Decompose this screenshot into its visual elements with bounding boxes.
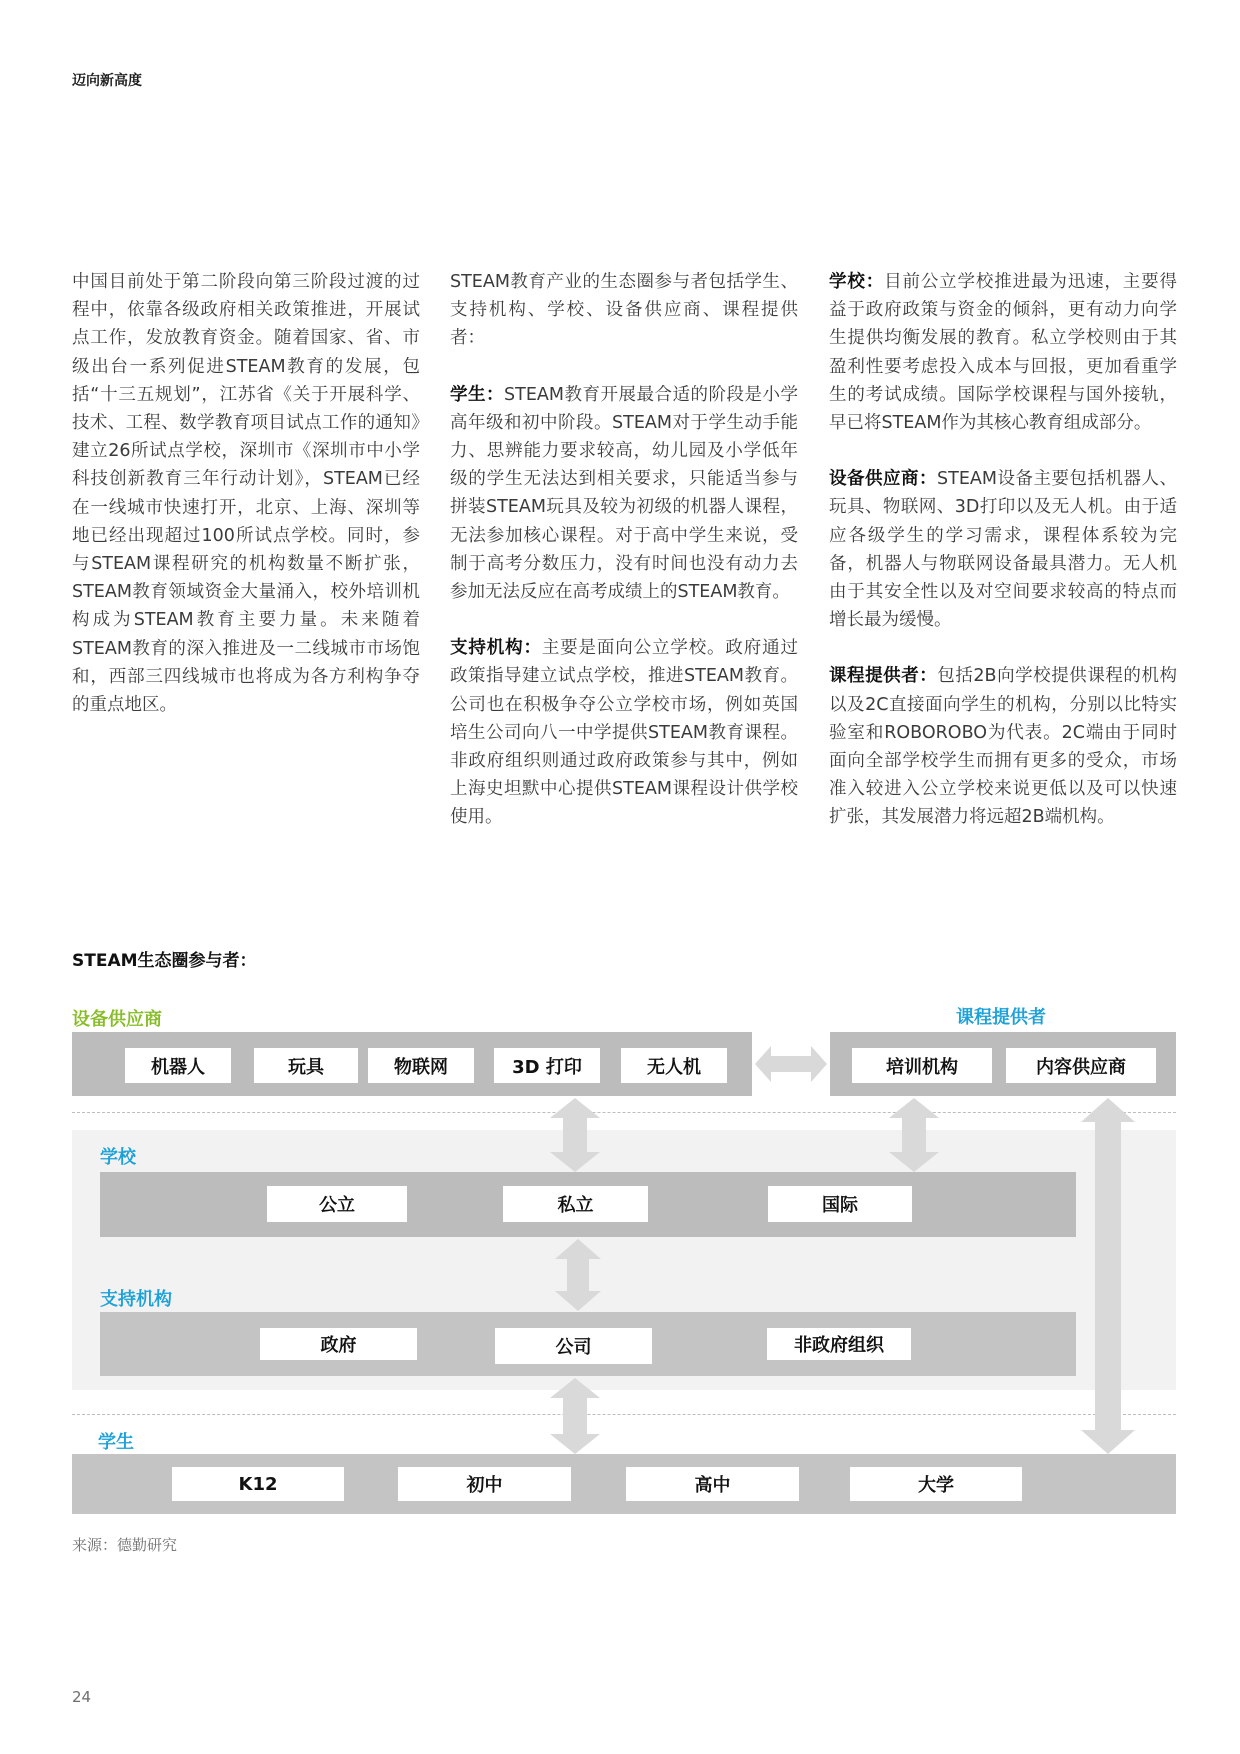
equipment-school-double-arrow-icon	[550, 1098, 600, 1172]
text-column-3	[829, 268, 1177, 860]
separator-top	[72, 1112, 1176, 1113]
student-item-university: 大学	[850, 1467, 1022, 1501]
school-text: 目前公立学校推进最为迅速，主要得益于政府政策与资金的倾斜，更有动力向学生提供均衡发展的教育。私立学校则由于其盈利性要考虑投入成本与回报，更加看重学生的考试成绩。国际学校课程与国外接轨，早已将STEAM作为其核心教育组成部分。	[829, 272, 1178, 434]
support-item-company: 公司	[495, 1328, 652, 1364]
text-column-1	[72, 268, 420, 747]
equipment-course-double-arrow-icon	[755, 1046, 827, 1082]
school-label: 学校	[100, 1147, 136, 1168]
support-paragraph	[450, 634, 798, 831]
equipment-item-robot: 机器人	[125, 1048, 231, 1083]
school-support-double-arrow-icon	[555, 1239, 601, 1311]
support-text: 主要是面向公立学校。政府通过政策指导建立试点学校，推进STEAM教育。公司也在积极争夺公立学校市场，例如英国培生公司向八一中学提供STEAM教育课程。非政府组织则通过政府政策参与其中，例如上海史坦默中心提供STEAM课程设计供学校使用。	[450, 638, 799, 828]
school-item-private: 私立	[503, 1186, 648, 1222]
equipment-text: STEAM设备主要包括机器人、玩具、物联网、3D打印以及无人机。由于适应各级学生的学习需求，课程体系较为完备，机器人与物联网设备最具潜力。无人机由于其安全性以及对空间要求较高的特点而增长最为缓慢。	[829, 469, 1177, 631]
equipment-paragraph	[829, 465, 1177, 634]
school-item-international: 国际	[768, 1186, 912, 1222]
students-text: STEAM教育开展最合适的阶段是小学高年级和初中阶段。STEAM对于学生动手能力、思辨能力要求较高，幼儿园及小学低年级的学生无法达到相关要求，只能适当参与拼装STEAM玩具及较为初级的机器人课程，无法参加核心课程。对于高中学生来说，受制于高考分数压力，没有时间也没有动力去参加无法反应在高考成绩上的STEAM教育。	[450, 384, 798, 603]
students-paragraph	[450, 381, 798, 607]
equipment-item-3d-print: 3D 打印	[494, 1048, 600, 1083]
course-student-double-arrow-icon	[1081, 1098, 1135, 1454]
equipment-lead: 设备供应商：	[829, 469, 938, 490]
support-item-government: 政府	[260, 1328, 417, 1360]
intro-paragraph: 中国目前处于第二阶段向第三阶段过渡的过程中，依靠各级政府相关政策推进，开展试点工作，发放教育资金。随着国家、省、市级出台一系列促进STEAM教育的发展，包括“十三五规划”，江苏省《关于开展科学、技术、工程、数学教育项目试点工作的通知》建立26所试点学校，深圳市《深圳市中小学科技创新教育三年行动计划》，STEAM已经在一线城市快速打开，北京、上海、深圳等地已经出现超过100所试点学校。同时，参与STEAM课程研究的机构数量不断扩张，STEAM教育领域资金大量涌入，校外培训机构成为STEAM教育主要力量。未来随着STEAM教育的深入推进及一二线城市市场饱和，西部三四线城市也将成为各方利构争夺的重点地区。	[72, 272, 420, 716]
support-label: 支持机构	[100, 1289, 172, 1310]
school-item-public: 公立	[267, 1186, 407, 1222]
equipment-item-iot: 物联网	[368, 1048, 474, 1083]
source-note: 来源：德勤研究	[72, 1536, 178, 1554]
support-lead: 支持机构：	[450, 638, 542, 659]
header-title: 迈向新高度	[72, 73, 142, 89]
equipment-item-drone: 无人机	[621, 1048, 727, 1083]
course-paragraph	[829, 662, 1177, 831]
diagram-title: STEAM生态圈参与者：	[72, 951, 257, 971]
course-lead: 课程提供者：	[829, 666, 938, 687]
student-item-k12: K12	[172, 1467, 344, 1501]
page-number: 24	[72, 1688, 92, 1706]
student-item-senior: 高中	[626, 1467, 799, 1501]
course-label: 课程提供者	[956, 1007, 1046, 1028]
ecosystem-intro: STEAM教育产业的生态圈参与者包括学生、支持机构、学校、设备供应商、课程提供者：	[450, 272, 798, 349]
course-school-double-arrow-icon	[889, 1098, 939, 1172]
support-student-double-arrow-icon	[550, 1378, 600, 1454]
student-label: 学生	[98, 1432, 134, 1453]
text-column-2	[450, 268, 798, 860]
equipment-label: 设备供应商	[72, 1009, 162, 1030]
course-item-content: 内容供应商	[1006, 1048, 1156, 1083]
school-paragraph	[829, 268, 1177, 437]
students-lead: 学生：	[450, 384, 505, 405]
course-item-training: 培训机构	[852, 1048, 992, 1083]
student-item-junior: 初中	[398, 1467, 571, 1501]
support-item-ngo: 非政府组织	[767, 1328, 911, 1360]
separator-bottom	[72, 1414, 1176, 1415]
course-text: 包括2B向学校提供课程的机构以及2C直接面向学生的机构，分别以比特实验室和ROBOROBO为代表。2C端由于同时面向全部学校学生而拥有更多的受众，市场准入较进入公立学校来说更低以及可以快速扩张，其发展潜力将远超2B端机构。	[829, 666, 1178, 828]
school-lead: 学校：	[829, 272, 885, 292]
equipment-item-toy: 玩具	[254, 1048, 358, 1083]
